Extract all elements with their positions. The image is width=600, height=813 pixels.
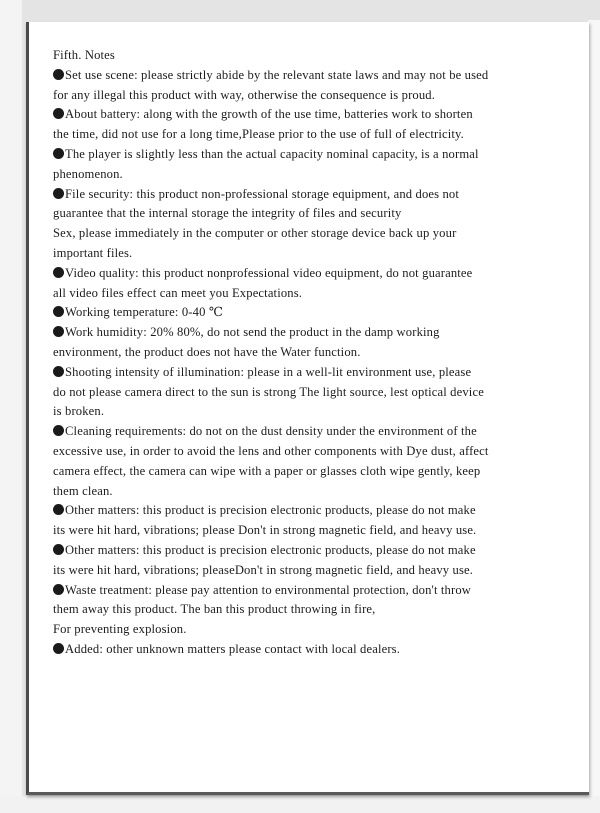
scan-background-right xyxy=(588,20,600,810)
notes-list xyxy=(53,66,565,660)
note-text: them clean. xyxy=(53,483,113,498)
note-item xyxy=(53,105,565,125)
bullet-icon xyxy=(53,584,64,595)
note-text: Other matters: this product is precision electronic products, please do not make xyxy=(65,503,476,518)
bullet-icon xyxy=(53,643,64,654)
note-item xyxy=(53,363,565,383)
note-text: Video quality: this product nonprofessional video equipment, do not guarantee xyxy=(65,265,473,280)
note-text: the time, did not use for a long time,Please prior to the use of full of electricity. xyxy=(53,127,464,142)
bullet-icon xyxy=(53,504,64,515)
note-text: do not please camera direct to the sun is strong The light source, lest optical device xyxy=(53,384,484,399)
bullet-icon xyxy=(53,108,64,119)
note-continuation xyxy=(53,442,565,462)
note-continuation xyxy=(53,561,565,581)
scan-background-bottom xyxy=(0,796,600,813)
note-item xyxy=(53,501,565,521)
note-continuation xyxy=(53,383,565,403)
scan-background-left xyxy=(0,0,22,813)
note-text: Cleaning requirements: do not on the dust density under the environment of the xyxy=(65,424,477,439)
note-continuation xyxy=(53,224,565,244)
note-text: its were hit hard, vibrations; pleaseDon't in strong magnetic field, and heavy use. xyxy=(53,562,474,577)
note-text: excessive use, in order to avoid the lens and other components with Dye dust, affect xyxy=(53,443,489,458)
note-item xyxy=(53,185,565,205)
note-continuation xyxy=(53,343,565,363)
section-heading: Fifth. Notes xyxy=(53,48,115,62)
note-continuation xyxy=(53,482,565,502)
note-continuation xyxy=(53,284,565,304)
note-continuation xyxy=(53,204,565,224)
note-text: Added: other unknown matters please contact with local dealers. xyxy=(65,641,401,656)
notes-section xyxy=(53,46,565,660)
note-continuation xyxy=(53,244,565,264)
note-item xyxy=(53,264,565,284)
note-item xyxy=(53,66,565,86)
bullet-icon xyxy=(53,544,64,555)
note-item xyxy=(53,323,565,343)
note-text: important files. xyxy=(53,245,133,260)
note-text: Other matters: this product is precision electronic products, please do not make xyxy=(65,542,476,557)
bullet-icon xyxy=(53,366,64,377)
note-text: them away this product. The ban this product throwing in fire, xyxy=(53,602,376,617)
note-text: Sex, please immediately in the computer or other storage device back up your xyxy=(53,226,457,241)
note-text: Work humidity: 20% 80%, do not send the product in the damp working xyxy=(65,325,440,340)
bullet-icon xyxy=(53,306,64,317)
note-item xyxy=(53,541,565,561)
note-continuation xyxy=(53,462,565,482)
note-continuation xyxy=(53,165,565,185)
note-text: The player is slightly less than the actual capacity nominal capacity, is a normal xyxy=(65,146,479,161)
note-continuation xyxy=(53,620,565,640)
note-item xyxy=(53,422,565,442)
bullet-icon xyxy=(53,267,64,278)
note-text: Working temperature: 0-40 ℃ xyxy=(65,305,224,320)
note-text: for any illegal this product with way, otherwise the consequence is proud. xyxy=(53,87,436,102)
bullet-icon xyxy=(53,425,64,436)
note-text: is broken. xyxy=(53,404,105,419)
note-text: For preventing explosion. xyxy=(53,622,187,637)
note-text: its were hit hard, vibrations; please Don't in strong magnetic field, and heavy use. xyxy=(53,523,477,538)
note-text: Waste treatment: please pay attention to environmental protection, don't throw xyxy=(65,582,472,597)
note-text: Set use scene: please strictly abide by the relevant state laws and may not be used xyxy=(65,67,489,82)
bullet-icon xyxy=(53,188,64,199)
note-item xyxy=(53,145,565,165)
bullet-icon xyxy=(53,148,64,159)
note-continuation xyxy=(53,125,565,145)
note-continuation xyxy=(53,86,565,106)
note-text: all video files effect can meet you Expectations. xyxy=(53,285,303,300)
note-item xyxy=(53,581,565,601)
note-continuation xyxy=(53,402,565,422)
note-text: phenomenon. xyxy=(53,166,123,181)
note-text: Shooting intensity of illumination: please in a well-lit environment use, please xyxy=(65,364,472,379)
bullet-icon xyxy=(53,326,64,337)
note-text: environment, the product does not have the Water function. xyxy=(53,344,361,359)
bullet-icon xyxy=(53,69,64,80)
note-text: About battery: along with the growth of the use time, batteries work to shorten xyxy=(65,107,473,122)
note-item xyxy=(53,640,565,660)
note-text: File security: this product non-professional storage equipment, and does not xyxy=(65,186,460,201)
note-continuation xyxy=(53,600,565,620)
note-continuation xyxy=(53,521,565,541)
note-item xyxy=(53,303,565,323)
note-text: camera effect, the camera can wipe with a paper or glasses cloth wipe gently, keep xyxy=(53,463,481,478)
note-text: guarantee that the internal storage the integrity of files and security xyxy=(53,206,402,221)
